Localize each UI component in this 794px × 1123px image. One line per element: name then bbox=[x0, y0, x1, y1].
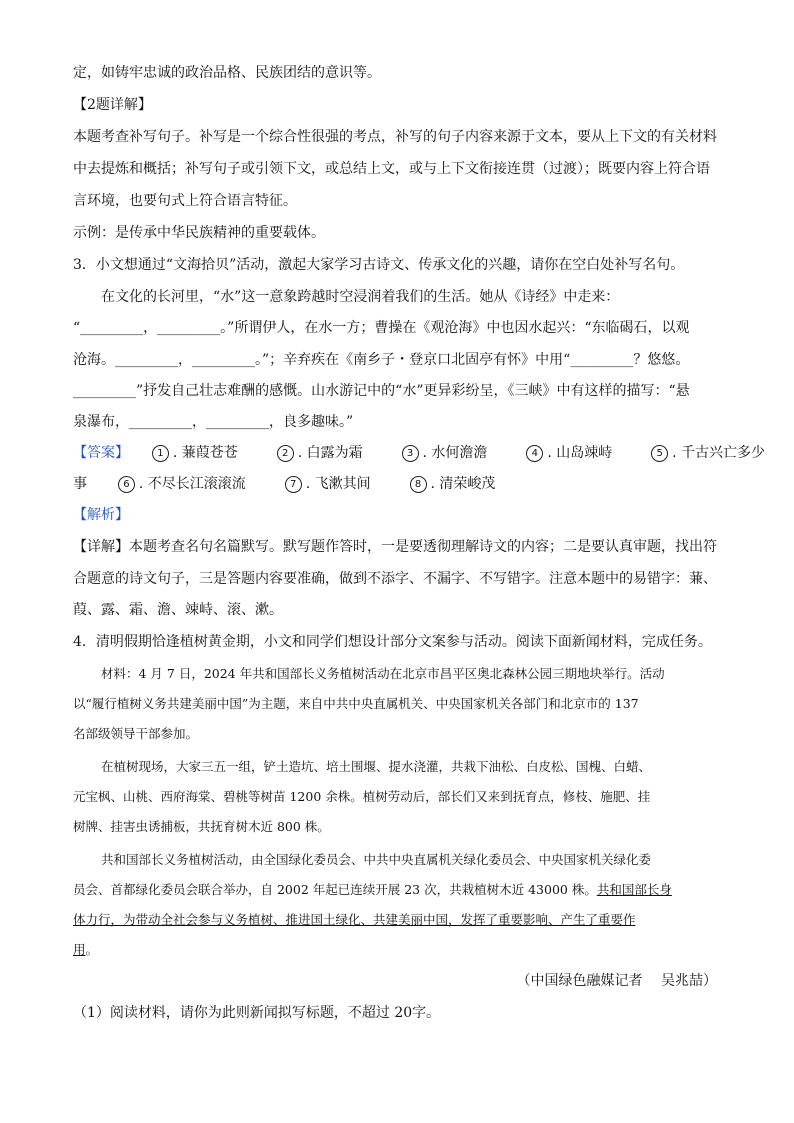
material-line: 在植树现场，大家三五一组，铲土造坑、培土围堰、提水浇灌，共栽下油松、白皮松、国槐、白蜡、 bbox=[101, 759, 652, 774]
underlined-text: 用 bbox=[73, 942, 86, 957]
passage-line: 泉瀑布，_________，_________，良多趣味。” bbox=[73, 414, 354, 430]
number-circle: 6 bbox=[118, 476, 135, 493]
material-line: 共和国部长义务植树活动，由全国绿化委员会、中共中央直属机关绿化委员会、中央国家机关绿化委 bbox=[101, 852, 652, 867]
analysis-heading: 【解析】 bbox=[73, 507, 129, 523]
text-line: 【详解】本题考查名句名篇默写。默写题作答时，一是要透彻理解诗文的内容；二是要认真审题，找出符 bbox=[73, 539, 717, 555]
passage-line: 沧海。_________，_________。”；辛弃疾在《南乡子・登京口北固亭有怀》中用“_________？悠悠。 bbox=[73, 352, 690, 368]
answer-row bbox=[73, 474, 495, 494]
answer-item: 3 . 水何澹澹 bbox=[402, 443, 488, 463]
answer-item: 8 . 清荣峻茂 bbox=[410, 474, 496, 494]
passage-line: 在文化的长河里，“水”这一意象跨越时空浸润着我们的生活。她从《诗经》中走来： bbox=[101, 289, 620, 305]
sub-question-1: （1）阅读材料，请你为此则新闻拟写标题，不超过 20字。 bbox=[73, 1005, 441, 1021]
material-line: 员会、首都绿化委员会联合举办，自 2002 年起已连续开展 23 次，共栽植树木近 43000 株。共和国部长身 bbox=[73, 882, 672, 897]
text-line: 言环境，也要句式上符合语言特征。 bbox=[73, 193, 297, 209]
material-line: 材料：4 月 7 日，2024 年共和国部长义务植树活动在北京市昌平区奥北森林公园三期地块举行。活动 bbox=[101, 666, 665, 681]
answer-item: 6 . 不尽长江滚滚流 bbox=[118, 474, 246, 494]
number-circle: 5 bbox=[651, 445, 668, 462]
news-source: （中国绿色融媒记者 吴兆喆） bbox=[516, 973, 717, 989]
text-line: 本题考查补写句子。补写是一个综合性很强的考点，补写的句子内容来源于文本，要从上下文的有关材料 bbox=[73, 129, 717, 145]
example-line: 示例：是传承中华民族精神的重要载体。 bbox=[73, 225, 325, 241]
material-line: 以“履行植树义务共建美丽中国”为主题，来自中共中央直属机关、中央国家机关各部门和北京市的 137 bbox=[73, 696, 639, 711]
number-circle: 1 bbox=[152, 445, 169, 462]
text-line: 定，如铸牢忠诚的政治品格、民族团结的意识等。 bbox=[73, 65, 381, 81]
answer-row bbox=[73, 443, 765, 463]
material-line: 用。 bbox=[73, 942, 99, 957]
answer-item: 5 . 千古兴亡多少 bbox=[651, 443, 765, 463]
question-3-prompt: 3．小文想通过“文海拾贝”活动，激起大家学习古诗文、传承文化的兴趣，请你在空白处补写名句。 bbox=[73, 257, 685, 273]
material-line: 树牌、挂害虫诱捕板，共抚育树木近 800 株。 bbox=[73, 819, 330, 834]
underlined-text: 体力行，为带动全社会参与义务植树、推进国土绿化、共建美丽中国，发挥了重要影响、产生了重要作 bbox=[73, 912, 636, 927]
material-line: 名部级领导干部参加。 bbox=[73, 726, 199, 741]
number-circle: 3 bbox=[402, 445, 419, 462]
answer-item-tail: 事 bbox=[73, 476, 87, 492]
answer-item: 4 . 山岛竦峙 bbox=[526, 443, 612, 463]
number-circle: 8 bbox=[410, 476, 427, 493]
section-heading: 【2题详解】 bbox=[73, 97, 152, 113]
underlined-text: 共和国部长身 bbox=[596, 882, 672, 897]
question-4-prompt: 4．清明假期恰逢植树黄金期，小文和同学们想设计部分文案参与活动。阅读下面新闻材料，完成任务。 bbox=[73, 634, 712, 650]
answer-label: 【答案】 bbox=[73, 445, 129, 461]
answer-item: 2 . 白露为霜 bbox=[277, 443, 363, 463]
text-line: 中去提炼和概括；补写句子或引领下文，或总结上文，或与上下文衔接连贯（过渡）；既要内容上符合语 bbox=[73, 161, 710, 177]
material-line: 元宝枫、山桃、西府海棠、碧桃等树苗 1200 余株。植树劳动后，部长们又来到抚育点，修枝、施肥、挂 bbox=[73, 789, 651, 804]
text-line: 葭、露、霜、澹、竦峙、滚、漱。 bbox=[73, 602, 283, 618]
passage-line: “_________，_________。”所谓伊人，在水一方；曹操在《观沧海》中也因水起兴：“东临碣石，以观 bbox=[73, 320, 690, 336]
number-circle: 2 bbox=[277, 445, 294, 462]
text-line: 合题意的诗文句子，三是答题内容要准确，做到不添字、不漏字、不写错字。注意本题中的易错字：蒹、 bbox=[73, 571, 717, 587]
number-circle: 4 bbox=[526, 445, 543, 462]
answer-item: 7 . 飞漱其间 bbox=[285, 474, 371, 494]
answer-item: 1 . 蒹葭苍苍 bbox=[152, 443, 238, 463]
number-circle: 7 bbox=[285, 476, 302, 493]
passage-line: _________”抒发自己壮志难酬的感慨。山水游记中的“水”更异彩纷呈，《三峡》中有这样的描写：“悬 bbox=[73, 383, 690, 399]
